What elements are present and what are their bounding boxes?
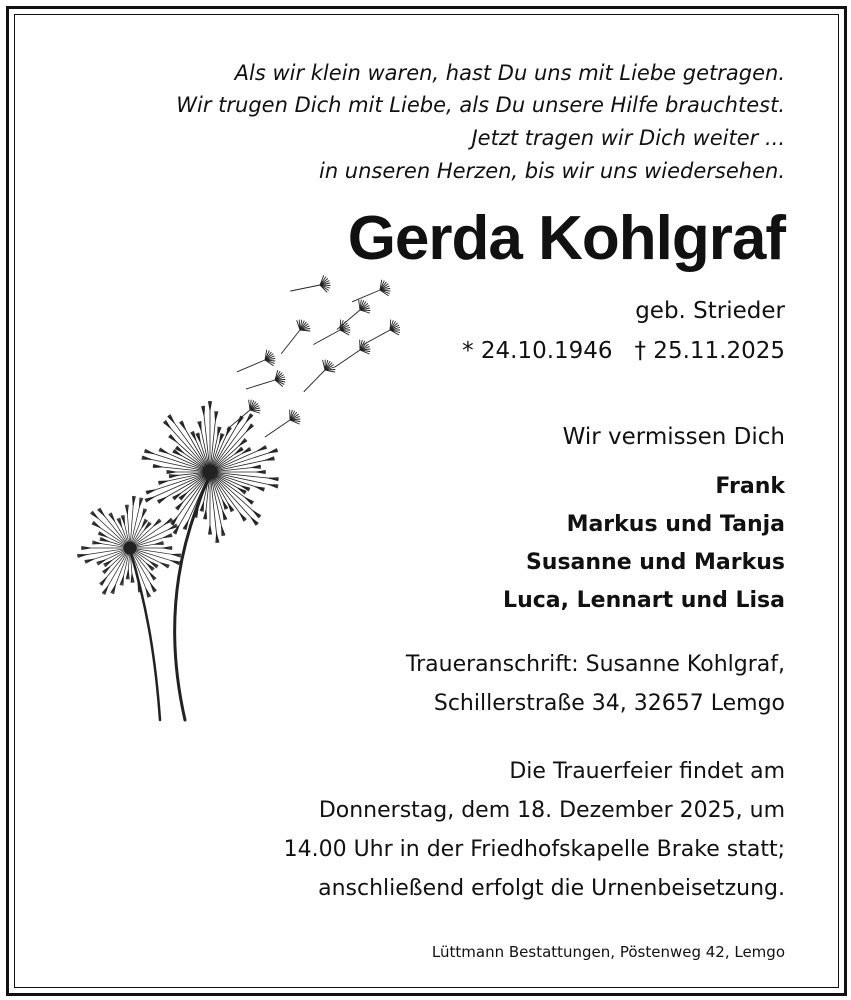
deceased-name: Gerda Kohlgraf [347,204,785,273]
dandelion-icon [60,270,400,730]
family-member: Frank [715,474,785,499]
funeral-home: Lüttmann Bestattungen, Pöstenweg 42, Lemgo [431,943,785,961]
life-dates [462,338,785,364]
service-line-4: anschließend erfolgt die Urnenbeisetzung. [318,876,785,901]
family-member: Susanne und Markus [525,550,785,575]
service-line-1: Die Trauerfeier findet am [509,759,785,784]
service-line-3: 14.00 Uhr in der Friedhofskapelle Brake statt; [283,837,785,862]
message: Wir vermissen Dich [562,424,785,450]
address-line-2: Schillerstraße 34, 32657 Lemgo [433,691,785,716]
poem-line-1: Als wir klein waren, hast Du uns mit Liebe getragen. [234,61,785,85]
service-line-2: Donnerstag, dem 18. Dezember 2025, um [318,798,785,823]
birth-name: geb. Strieder [635,298,785,324]
poem-line-2: Wir trugen Dich mit Liebe, als Du unsere Hilfe brauchtest. [176,93,785,117]
address-line-1: Traueranschrift: Susanne Kohlgraf, [405,652,785,677]
family-member: Luca, Lennart und Lisa [503,588,785,613]
poem-line-4: in unseren Herzen, bis wir uns wiedersehen. [318,159,785,183]
poem-line-3: Jetzt tragen wir Dich weiter ... [471,126,785,150]
family-member: Markus und Tanja [566,512,785,537]
death-date: † 25.11.2025 [634,338,785,364]
birth-date: * 24.10.1946 [462,338,613,364]
